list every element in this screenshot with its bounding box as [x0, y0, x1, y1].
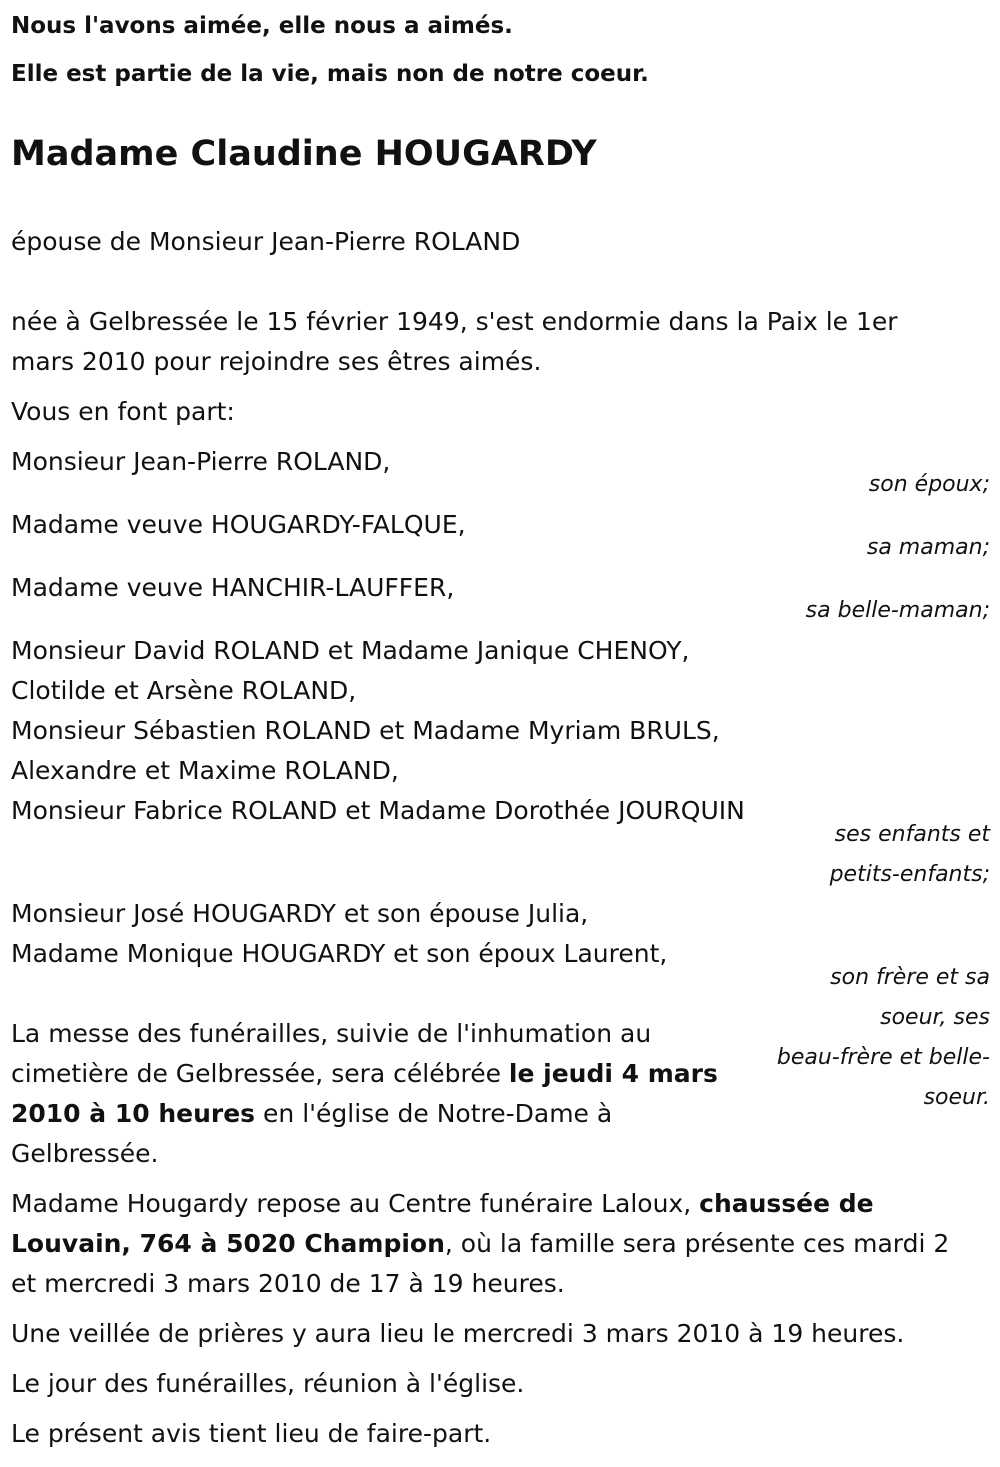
notice-line: Le présent avis tient lieu de faire-part. [11, 1419, 492, 1448]
family-relation: ses enfants et [834, 822, 990, 847]
family-name: Monsieur Jean-Pierre ROLAND, [11, 447, 391, 476]
family-name: Monsieur Fabrice ROLAND et Madame Dorothée JOURQUIN [11, 796, 745, 825]
family-name: Monsieur Sébastien ROLAND et Madame Myriam BRULS, [11, 716, 720, 745]
motto-line-1: Nous l'avons aimée, elle nous a aimés. [11, 13, 513, 39]
family-name: Madame veuve HOUGARDY-FALQUE, [11, 510, 466, 539]
repose-text: , où la famille sera présente ces mardi 2 [444, 1229, 950, 1258]
family-relation: petits-enfants; [829, 862, 990, 887]
family-relation: sa maman; [866, 535, 990, 560]
vigil-line: Une veillée de prières y aura lieu le mercredi 3 mars 2010 à 19 heures. [11, 1319, 905, 1348]
announce-intro: Vous en font part: [11, 397, 235, 426]
family-name: Madame Monique HOUGARDY et son époux Laurent, [11, 939, 668, 968]
funeral-text: en l'église de Notre-Dame à [255, 1099, 613, 1128]
birth-death-line-1: née à Gelbressée le 15 février 1949, s'est endormie dans la Paix le 1er [11, 307, 898, 336]
meeting-line: Le jour des funérailles, réunion à l'église. [11, 1369, 525, 1398]
funeral-line-4: Gelbressée. [11, 1139, 159, 1168]
family-relation: soeur. [923, 1085, 990, 1110]
funeral-line-2 [11, 1054, 718, 1094]
repose-text: Madame Hougardy repose au Centre funéraire Laloux, [11, 1189, 700, 1218]
family-name: Alexandre et Maxime ROLAND, [11, 756, 399, 785]
family-name: Madame veuve HANCHIR-LAUFFER, [11, 573, 455, 602]
repose-address: Louvain, 764 à 5020 Champion [11, 1229, 445, 1258]
family-relation: soeur, ses [880, 1005, 990, 1030]
family-name: Monsieur David ROLAND et Madame Janique CHENOY, [11, 636, 690, 665]
family-name: Monsieur José HOUGARDY et son épouse Julia, [11, 899, 589, 928]
repose-line-1 [11, 1184, 874, 1224]
repose-address: chaussée de [699, 1189, 874, 1218]
funeral-line-3 [11, 1094, 612, 1134]
family-name: Clotilde et Arsène ROLAND, [11, 676, 357, 705]
funeral-line-1: La messe des funérailles, suivie de l'inhumation au [11, 1019, 652, 1048]
family-relation: beau-frère et belle- [776, 1045, 990, 1070]
repose-line-2 [11, 1224, 949, 1264]
repose-line-3: et mercredi 3 mars 2010 de 17 à 19 heures. [11, 1269, 565, 1298]
motto-line-2: Elle est partie de la vie, mais non de notre coeur. [11, 61, 649, 87]
birth-death-line-2: mars 2010 pour rejoindre ses êtres aimés. [11, 347, 542, 376]
deceased-name: Madame Claudine HOUGARDY [11, 134, 597, 174]
funeral-time: 2010 à 10 heures [11, 1099, 256, 1128]
funeral-text: cimetière de Gelbressée, sera célébrée [11, 1059, 509, 1088]
funeral-date: le jeudi 4 mars [508, 1059, 718, 1088]
family-relation: sa belle-maman; [805, 598, 990, 623]
spouse-line: épouse de Monsieur Jean-Pierre ROLAND [11, 227, 521, 256]
family-relation: son époux; [868, 472, 990, 497]
family-relation: son frère et sa [830, 965, 990, 990]
